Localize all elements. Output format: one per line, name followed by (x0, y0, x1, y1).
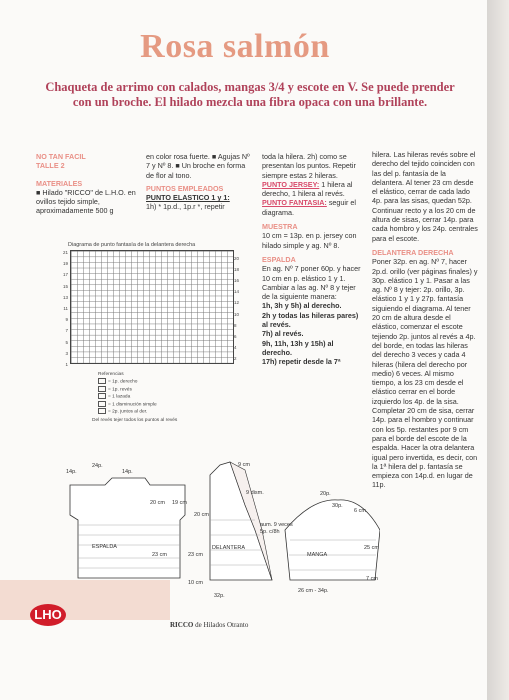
jersey-text: 1 hilera al derecho, 1 hilera al revés. (262, 179, 353, 199)
stitch-chart-grid (70, 250, 234, 364)
row-number: 4 (234, 345, 237, 351)
dim-label: aum. 9 veces 5p. c/8h (260, 522, 293, 535)
dim-label: 30p. (332, 503, 343, 509)
column-1 (36, 152, 140, 216)
stitch-chart-row-numbers (58, 250, 68, 373)
row-number: 2 (234, 356, 237, 362)
espalda-heading: ESPALDA (262, 254, 296, 264)
stitch-chart-title: Diagrama de punto fantasía de la delantera derecha (68, 242, 196, 248)
symbol-icon (98, 393, 106, 399)
page-title: Rosa salmón (140, 28, 330, 65)
puntos-heading: PUNTOS EMPLEADOS (146, 183, 224, 193)
elastico-cont: toda la hilera. 2h) como se presentan los puntos. Repetir siempre estas 2 hileras. (262, 152, 356, 180)
delantera-heading: DELANTERA DERECHA (372, 247, 454, 257)
legend-item: = 2p. juntos al der. (98, 408, 157, 415)
muestra-text: 10 cm = 13p. en p. jersey con hilado simple y ag. Nº 8. (262, 231, 357, 250)
dim-label: 9 cm (238, 462, 250, 468)
dim-label: 26 cm - 34p. (298, 588, 329, 594)
decorative-strip (0, 580, 170, 620)
symbol-icon (98, 378, 106, 384)
legend-item: = 1 disminución simple (98, 401, 157, 408)
row-number: 7 (65, 328, 68, 334)
delantera-label: DELANTERA (212, 545, 246, 551)
dim-label: 23 cm (152, 552, 167, 558)
espalda-shape (70, 478, 185, 578)
espalda-cont: hilera. Las hileras revés sobre el derecho del tejido coinciden con las del p. fantasía de la delantera. Al tener 23 cm desde el elástico, cerrar de cada lado 4p. para las sisas, quedan 52p. Continuar recto y a los 20 cm de altura de sisas, cerrar 14p. para cada hombro y los 24p. centrales para el escote. (372, 150, 478, 243)
column-4 (372, 150, 478, 490)
row-number: 20 (234, 255, 240, 261)
dim-label: 14p. (122, 469, 133, 475)
espalda-step-1: 1h, 3h y 5h) al derecho. (262, 301, 342, 311)
row-number: 19 (62, 261, 68, 267)
espalda-step-3: 7h) al revés. (262, 329, 304, 339)
row-number: 10 (234, 311, 240, 317)
dim-label: 24p. (92, 463, 103, 469)
legend-heading: Referencias (98, 372, 124, 377)
page-edge (487, 0, 509, 700)
row-number: 17 (62, 272, 68, 278)
elastico-heading: PUNTO ELASTICO 1 y 1: (146, 193, 230, 203)
row-number: 5 (65, 339, 68, 345)
row-number: 8 (234, 322, 237, 328)
dim-label: 32p. (214, 593, 225, 599)
materiales-cont: en color rosa fuerte. ■ Agujas Nº 7 y Nº 8. ■ Un broche en forma de flor al tono. (146, 152, 250, 180)
dim-label: 20p. (320, 491, 331, 497)
symbol-icon (98, 408, 106, 414)
dim-label: 20 cm (194, 512, 209, 518)
stitch-legend (98, 372, 157, 416)
materiales-text: ■ Hilado "RICCO" de L.H.O. en ovillos tejido simple, aproximadamente 500 g (36, 187, 136, 216)
page-subtitle: Chaqueta de arrimo con calados, mangas 3/4 y escote en V. Se puede prender con un broche. El hilado mezcla una fibra opaca con una brillante. (45, 80, 455, 109)
fantasia-heading: PUNTO FANTASIA: (262, 198, 327, 208)
row-number: 14 (234, 289, 240, 295)
dim-label: 10 cm (188, 580, 203, 586)
column-2 (146, 152, 252, 212)
brand-logo: LHO (30, 604, 66, 626)
espalda-step-5: 17h) repetir desde la 7ª (262, 357, 341, 367)
row-number: 13 (62, 294, 68, 300)
row-number: 21 (62, 250, 68, 255)
footer-credit: RICCO de Hilados Otranto (170, 621, 249, 629)
dim-label: 14p. (66, 469, 77, 475)
symbol-icon (98, 386, 106, 392)
legend-item: = 1p. revés (98, 386, 157, 393)
legend-note: Del revés tejer todos los puntos al revés (92, 418, 178, 423)
espalda-text: En ag. Nº 7 poner 60p. y hacer 10 cm en p. elástico 1 y 1. Cambiar a las ag. Nº 8 y tejer de la siguiente manera: (262, 264, 361, 302)
dim-label: 19 cm (172, 500, 187, 506)
fantasia-text: seguir el diagrama. (262, 198, 356, 217)
elastico-text: 1h) * 1p.d., 1p.r *, repetir (146, 202, 225, 212)
row-number: 3 (65, 350, 68, 356)
materiales-heading: MATERIALES (36, 178, 83, 188)
row-number: 1 (65, 361, 68, 367)
row-number: 15 (62, 283, 68, 289)
manga-label: MANGA (307, 552, 328, 558)
legend-item: = 1 lazada (98, 393, 157, 400)
jersey-heading: PUNTO JERSEY: (262, 179, 320, 189)
espalda-step-4: 9h, 11h, 13h y 15h) al derecho. (262, 338, 334, 357)
dim-label: 25 cm (364, 545, 379, 551)
row-number: 12 (234, 300, 240, 306)
espalda-label: ESPALDA (92, 544, 117, 550)
row-number: 16 (234, 277, 240, 283)
legend-item: = 1p. derecho (98, 378, 157, 385)
row-number: 18 (234, 266, 240, 272)
dim-label: 6 cm (354, 508, 366, 514)
dim-label: 20 cm (150, 500, 165, 506)
row-number: 6 (234, 333, 237, 339)
stitch-chart-row-numbers-right (234, 250, 244, 367)
muestra-heading: MUESTRA (262, 222, 298, 232)
dim-label: 7 cm (366, 576, 378, 582)
symbol-icon (98, 401, 106, 407)
column-3 (262, 152, 364, 367)
dim-label: 9 dism. (246, 490, 264, 496)
size-label: NO TAN FACIL TALLE 2 (36, 152, 86, 171)
row-number: 11 (63, 305, 68, 311)
dim-label: 23 cm (188, 552, 203, 558)
row-number: 9 (65, 317, 68, 323)
espalda-step-2: 2h y todas las hileras pares) al revés. (262, 310, 359, 330)
delantera-text: Poner 32p. en ag. Nº 7, hacer 2p.d. orillo (ver páginas finales) y 30p. elástico 1 y 1. Pasar a las ag. Nº 8 y tejer: 2p. orillo, 3p. elástico 1 y 1 y 27p. fantasía siguiendo el diagrama. Al tener 20 cm de altura desde el elástico, comenzar el escote tejiendo 2p. juntos al revés a 4p. del borde, en todas las hileras del derecho 3 veces y cada 4 hileras (hilera del derecho por medio) 6 veces. Al mismo tiempo, a los 23 cm desde el elástico cerrar en el borde izquierdo los 4p. de la sisa. Completar 20 cm de sisa, cerrar 14p. para el hombro y continuar con los 5p. restantes por 9 cm para el borde del escote de la espalda. Hacer la otra delantera igual pero invertida, es decir, con la 1ª hilera del p. fantasía se empieza con 14p.d. en lugar de 11p. (372, 257, 478, 490)
